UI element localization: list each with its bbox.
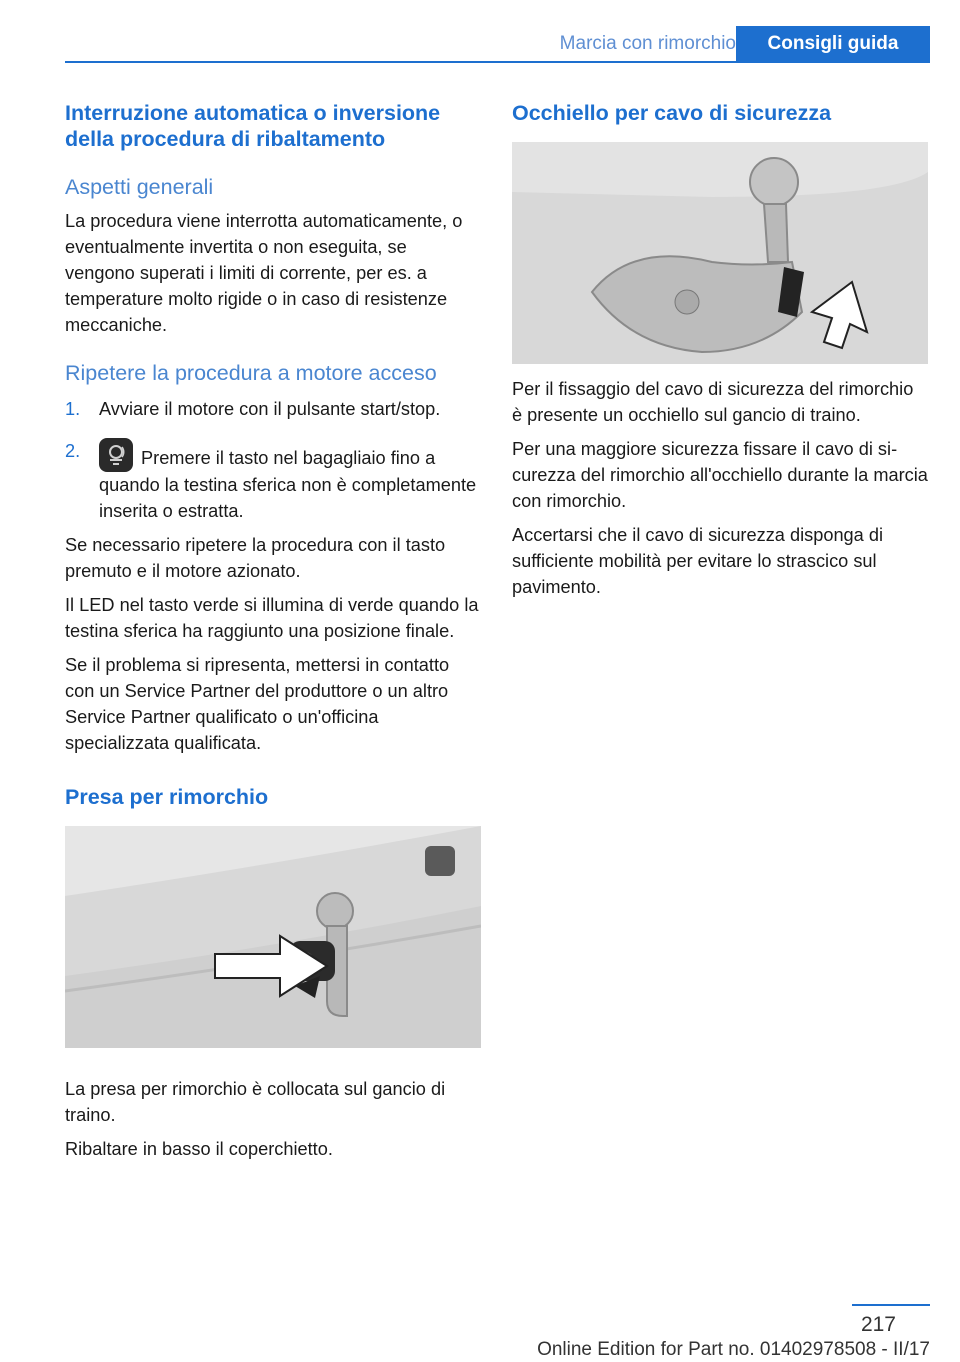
step-2 — [65, 438, 481, 524]
steps-list — [65, 396, 481, 524]
step-number: 2. — [65, 441, 81, 461]
repeat-heading: Ripetere la procedura a motore acceso — [65, 361, 437, 385]
left-column — [65, 100, 481, 1162]
step-text: Premere il tasto nel bagagliaio fino a quando la testina sferica non è completamente inserita o estratta. — [99, 448, 477, 521]
step-1 — [65, 396, 481, 422]
edition-footer: Online Edition for Part no. 01402978508 - II/17 — [537, 1339, 930, 1360]
right-column — [512, 100, 928, 600]
footer-rule — [852, 1304, 930, 1306]
eyelet-heading: Occhiello per cavo di sicurezza — [512, 101, 832, 125]
header-rule — [65, 61, 930, 63]
general-text: La procedura viene interrotta automaticamente, o eventualmente invertita o non eseguita, se vengono superati i limiti di corrente, per es. a temperature molto rigide o in caso di resistenze meccaniche. — [65, 211, 463, 335]
general-heading: Aspetti generali — [65, 175, 214, 199]
repeat-note: Se necessario ripetere la procedura con il tasto premuto e il motore azionato. — [65, 535, 446, 581]
step-text: Avviare il motore con il pulsante start/stop. — [99, 399, 441, 419]
page-number: 217 — [860, 1313, 896, 1336]
socket-text-2: Ribaltare in basso il coperchietto. — [65, 1139, 333, 1159]
section-tab: Marcia con rimorchio — [559, 33, 736, 54]
led-note: Il LED nel tasto verde si illumina di verde quando la testina sferica ha raggiunto una posizione finale. — [65, 595, 479, 641]
eyelet-figure — [512, 142, 928, 364]
socket-heading: Presa per rimorchio — [65, 785, 269, 809]
page-header — [0, 0, 960, 64]
tow-hitch-button-icon — [99, 438, 133, 472]
socket-text-1: La presa per rimorchio è collocata sul gancio di traino. — [65, 1079, 446, 1125]
socket-figure — [65, 826, 481, 1048]
eyelet-text-3: Accertarsi che il cavo di sicurezza disponga di sufficiente mobilità per evitare lo strascico sul pavimento. — [512, 525, 883, 597]
chapter-tab: Consigli guida — [736, 26, 930, 62]
tilt-interruption-title: Interruzione automatica o inversione della procedura di ribaltamento — [65, 101, 441, 151]
eyelet-text-2: Per una maggiore sicurezza fissare il cavo di sicurezza del rimorchio all'occhiello durante la marcia con rimorchio. — [512, 439, 928, 511]
service-note: Se il problema si ripresenta, mettersi in contatto con un Service Partner del produttore o un altro Service Partner qualificato o un'officina specializzata qualificata. — [65, 655, 450, 753]
eyelet-text-1: Per il fissaggio del cavo di sicurezza del rimorchio è presente un occhiello sul gancio di traino. — [512, 379, 914, 425]
step-number: 1. — [65, 399, 81, 419]
